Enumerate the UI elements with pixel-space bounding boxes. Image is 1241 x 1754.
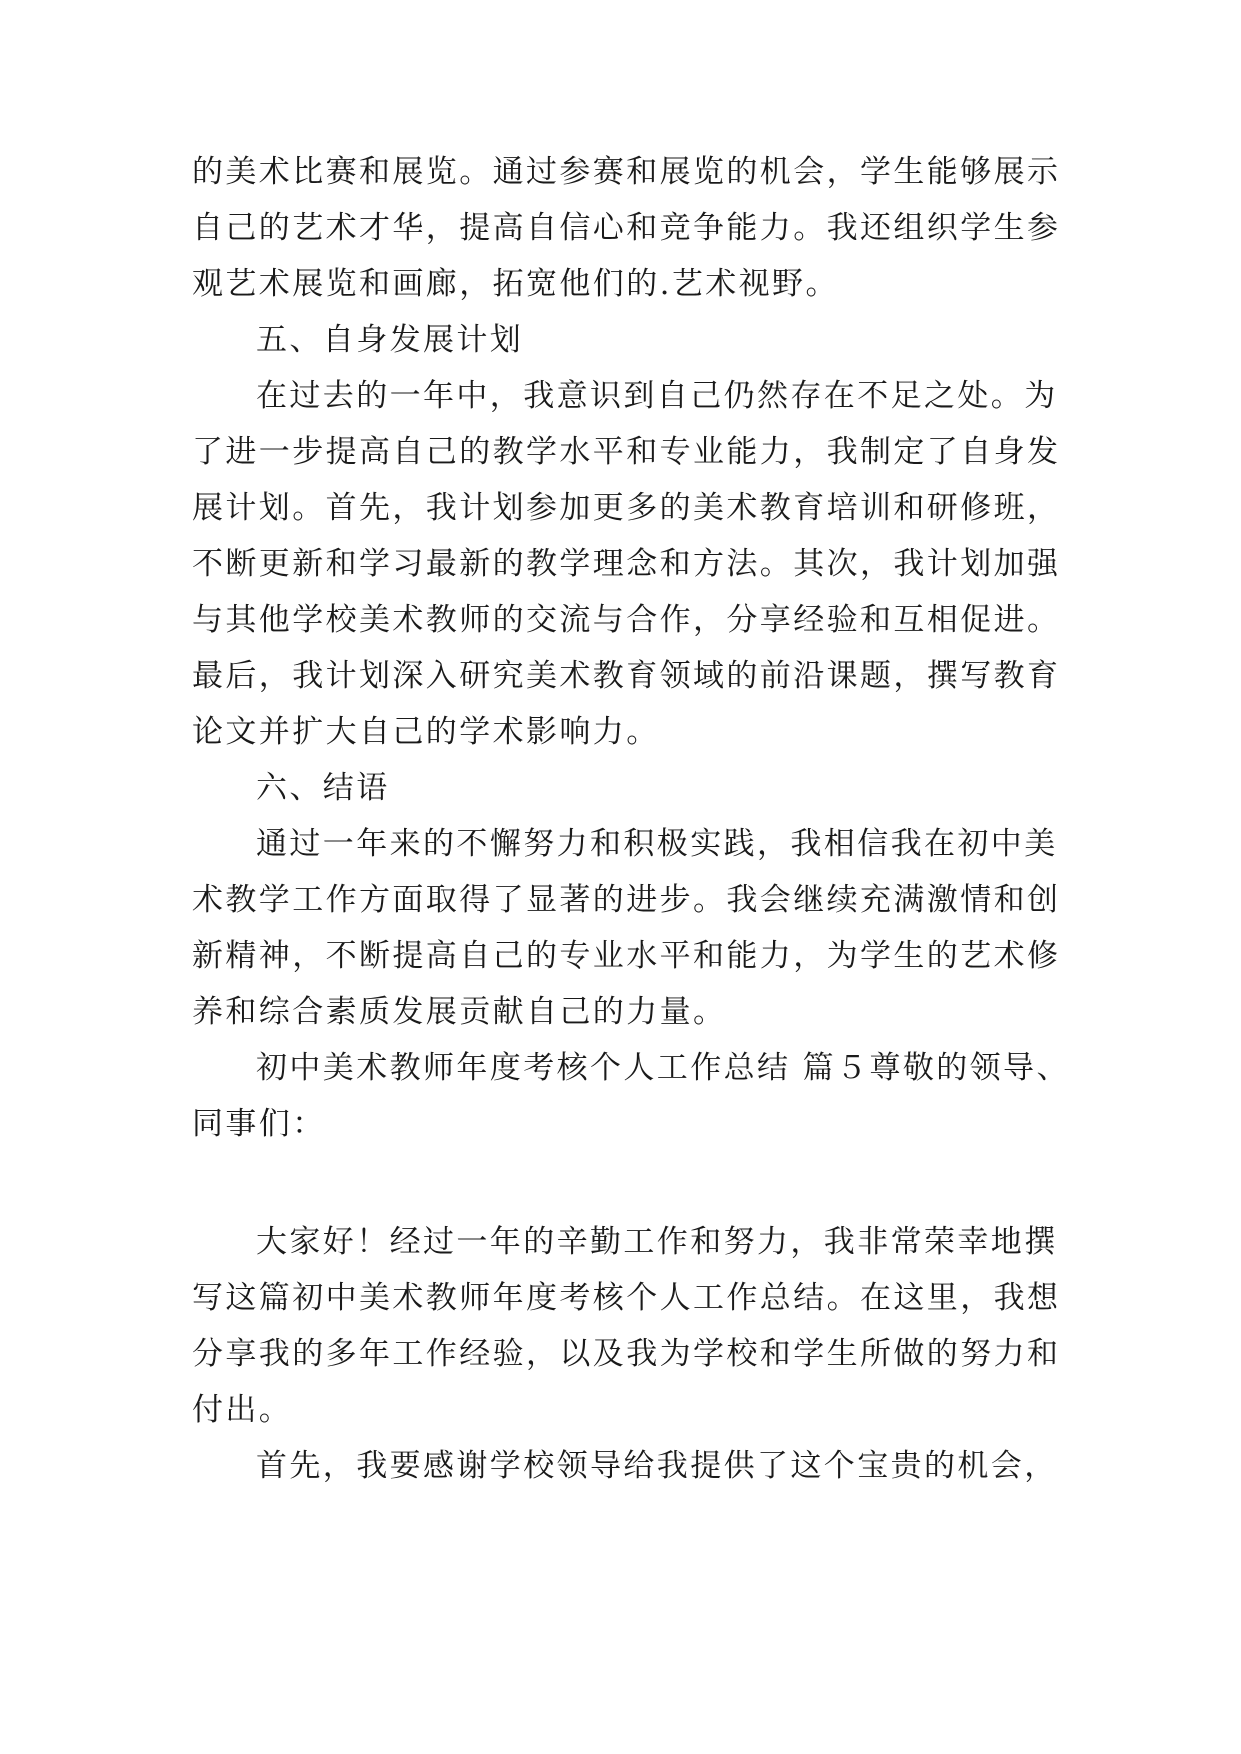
text-line: 观艺术展览和画廊，拓宽他们的.艺术视野。	[192, 266, 839, 302]
section-heading: 六、结语	[256, 770, 390, 806]
text-line: 首先，我要感谢学校领导给我提供了这个宝贵的机会，	[256, 1448, 1058, 1484]
text-line: 展计划。首先，我计划参加更多的美术教育培训和研修班，	[192, 490, 1061, 526]
text-line: 不断更新和学习最新的教学理念和方法。其次，我计划加强	[192, 546, 1061, 582]
text-line: 新精神，不断提高自己的专业水平和能力，为学生的艺术修	[192, 938, 1061, 974]
text-line: 付出。	[192, 1392, 293, 1428]
text-line: 的美术比赛和展览。通过参赛和展览的机会，学生能够展示	[192, 154, 1061, 190]
text-line: 同事们：	[192, 1106, 326, 1142]
text-line: 养和综合素质发展贡献自己的力量。	[192, 994, 727, 1030]
text-line: 术教学工作方面取得了显著的进步。我会继续充满激情和创	[192, 882, 1061, 918]
text-line: 了进一步提高自己的教学水平和专业能力，我制定了自身发	[192, 434, 1061, 470]
text-line: 写这篇初中美术教师年度考核个人工作总结。在这里，我想	[192, 1280, 1061, 1316]
article-title-line: 初中美术教师年度考核个人工作总结 篇５尊敬的领导、	[256, 1050, 1070, 1086]
text-line: 大家好！经过一年的辛勤工作和努力，我非常荣幸地撰	[256, 1224, 1058, 1260]
section-heading: 五、自身发展计划	[256, 322, 524, 358]
text-line: 通过一年来的不懈努力和积极实践，我相信我在初中美	[256, 826, 1058, 862]
text-line: 自己的艺术才华，提高自信心和竞争能力。我还组织学生参	[192, 210, 1061, 246]
text-line: 分享我的多年工作经验，以及我为学校和学生所做的努力和	[192, 1336, 1061, 1372]
text-line: 最后，我计划深入研究美术教育领域的前沿课题，撰写教育	[192, 658, 1061, 694]
text-line: 与其他学校美术教师的交流与合作，分享经验和互相促进。	[192, 602, 1061, 638]
text-line: 论文并扩大自己的学术影响力。	[192, 714, 660, 750]
text-line: 在过去的一年中，我意识到自己仍然存在不足之处。为	[256, 378, 1058, 414]
